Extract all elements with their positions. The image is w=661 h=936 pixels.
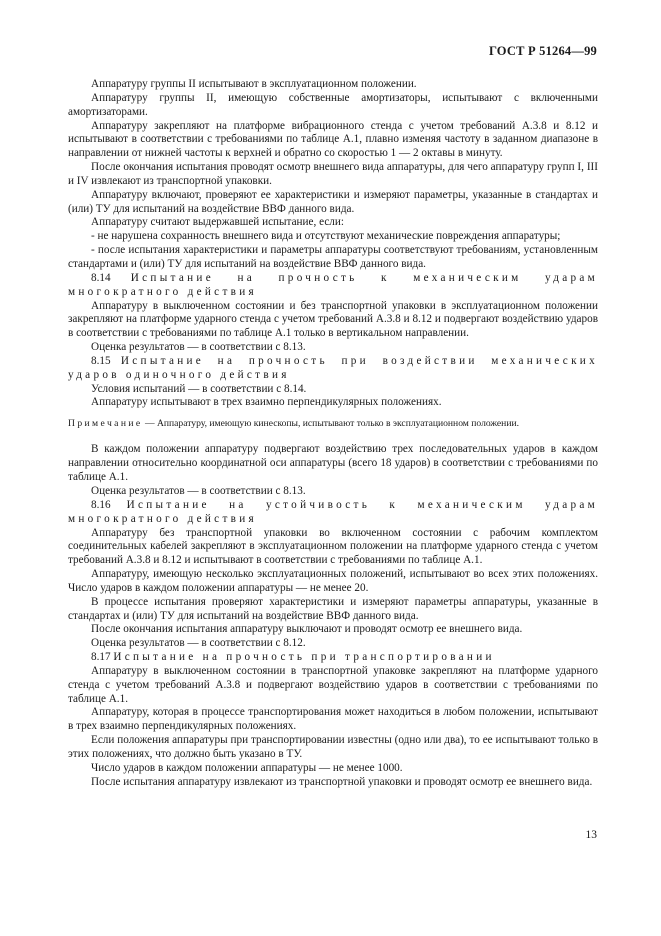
page-number: 13 bbox=[585, 829, 597, 841]
list-item: - не нарушена сохранность внешнего вида и отсутствуют механические повреждения аппаратуры; bbox=[91, 230, 561, 243]
document-body bbox=[68, 78, 598, 790]
paragraph: Оценка результатов — в соответствии с 8.12. bbox=[91, 637, 306, 650]
document-code: ГОСТ Р 51264—99 bbox=[488, 44, 597, 58]
section-number: 8.14 bbox=[91, 271, 111, 284]
note-label: Примечание bbox=[68, 418, 143, 430]
section-heading-8-14 bbox=[68, 272, 598, 300]
paragraph: Аппаратуру считают выдержавшей испытание, если: bbox=[91, 216, 344, 229]
paragraph: Аппаратуру группы II испытывают в эксплуатационном положении. bbox=[91, 78, 417, 90]
paragraph: Оценка результатов — в соответствии с 8.13. bbox=[91, 341, 306, 354]
section-number: 8.17 bbox=[91, 651, 111, 664]
paragraph: Аппаратуру включают, проверяют ее характеристики и измеряют параметры, указанные в стандартах и (или) ТУ для испытаний на воздействие ВВФ данного вида. bbox=[68, 188, 598, 215]
paragraph: Аппаратуру, имеющую несколько эксплуатационных положений, испытывают во всех этих положениях. Число ударов в каждом положении аппаратуры — не менее 20. bbox=[68, 568, 598, 594]
paragraph: Число ударов в каждом положении аппаратуры — не менее 1000. bbox=[91, 761, 403, 774]
paragraph: Оценка результатов — в соответствии с 8.13. bbox=[91, 484, 306, 497]
paragraph: В процессе испытания проверяют характеристики и измеряют параметры аппаратуры, указанные в стандартах и (или) ТУ для испытаний на воздействие ВВФ данного вида. bbox=[68, 595, 598, 622]
section-title: Испытание на прочность к механическим ударам многократного действия bbox=[68, 271, 598, 298]
section-heading-8-15 bbox=[68, 355, 598, 383]
paragraph: После окончания испытания аппаратуру выключают и проводят осмотр ее внешнего вида. bbox=[91, 623, 523, 636]
note bbox=[68, 418, 598, 430]
paragraph: После испытания аппаратуру извлекают из транспортной упаковки и проводят осмотр ее внешнего вида. bbox=[91, 775, 593, 788]
paragraph: Аппаратуру в выключенном состоянии в транспортной упаковке закрепляют на платформе ударного стенда с учетом требований А.3.8 и подвергают воздействию ударов в соответствии с требованиями по таблице А.1. bbox=[68, 664, 598, 705]
section-title: Испытание на устойчивость к механическим ударам многократного действия bbox=[68, 498, 599, 525]
paragraph: Аппаратуру закрепляют на платформе вибрационного стенда с учетом требований А.3.8 и 8.12 и испытывают в соответствии с требованиями по таблице А.1, плавно изменяя частоту в заданном диапазоне в направлении от нижней частоты к верхней и обратно со скоростью 1 — 2 октавы в минуту. bbox=[68, 119, 598, 160]
section-number: 8.15 bbox=[91, 354, 111, 367]
section-heading-8-16 bbox=[68, 499, 598, 527]
note-text: — Аппаратуру, имеющую кинескопы, испытывают только в эксплуатационном положении. bbox=[142, 418, 519, 430]
paragraph: Аппаратуру группы II, имеющую собственные амортизаторы, испытывают с включенными амортизаторами. bbox=[68, 91, 598, 118]
paragraph: Аппаратуру, которая в процессе транспортирования может находиться в любом положении, испытывают в трех взаимно перпендикулярных положениях. bbox=[68, 706, 598, 733]
paragraph: Аппаратуру испытывают в трех взаимно перпендикулярных положениях. bbox=[91, 396, 442, 409]
section-heading-8-17 bbox=[68, 651, 598, 665]
paragraph: Аппаратуру в выключенном состоянии и без транспортной упаковки в эксплуатационном положении закрепляют на платформе ударного стенда с учетом требований А.3.8 и 8.12 и подвергают воздействию ударов в соответствии с требованиями по таблице А.1 только в вертикальном направлении. bbox=[68, 299, 598, 340]
section-title: Испытание на прочность при транспортировании bbox=[113, 651, 495, 664]
paragraph: Условия испытаний — в соответствии с 8.14. bbox=[91, 382, 307, 395]
paragraph: Аппаратуру без транспортной упаковки во включенном состоянии с рабочим комплектом соединительных кабелей закрепляют в эксплуатационном положении на платформе ударного стенда с учетом требований А.3.8 и 8.12 и испытывают в соответствии с требованиями по таблице А.1. bbox=[68, 526, 598, 567]
paragraph: В каждом положении аппаратуру подвергают воздействию трех последовательных ударов в каждом направлении относительно координатной оси аппаратуры (всего 18 ударов) в соответствии с требованиями по таблице А.1. bbox=[68, 443, 598, 484]
list-item: - после испытания характеристики и параметры аппаратуры соответствуют требованиям, установленным стандартами и (или) ТУ для испытаний на воздействие ВВФ данного вида. bbox=[68, 244, 598, 270]
paragraph: Если положения аппаратуры при транспортировании известны (одно или два), то ее испытывают только в этих положениях, что должно быть указано в ТУ. bbox=[68, 734, 598, 761]
section-number: 8.16 bbox=[91, 498, 111, 511]
paragraph: После окончания испытания проводят осмотр внешнего вида аппаратуры, для чего аппаратуру групп I, III и IV извлекают из транспортной упаковки. bbox=[68, 161, 598, 187]
section-title: Испытание на прочность при воздействии механических ударов одиночного действия bbox=[68, 354, 598, 381]
